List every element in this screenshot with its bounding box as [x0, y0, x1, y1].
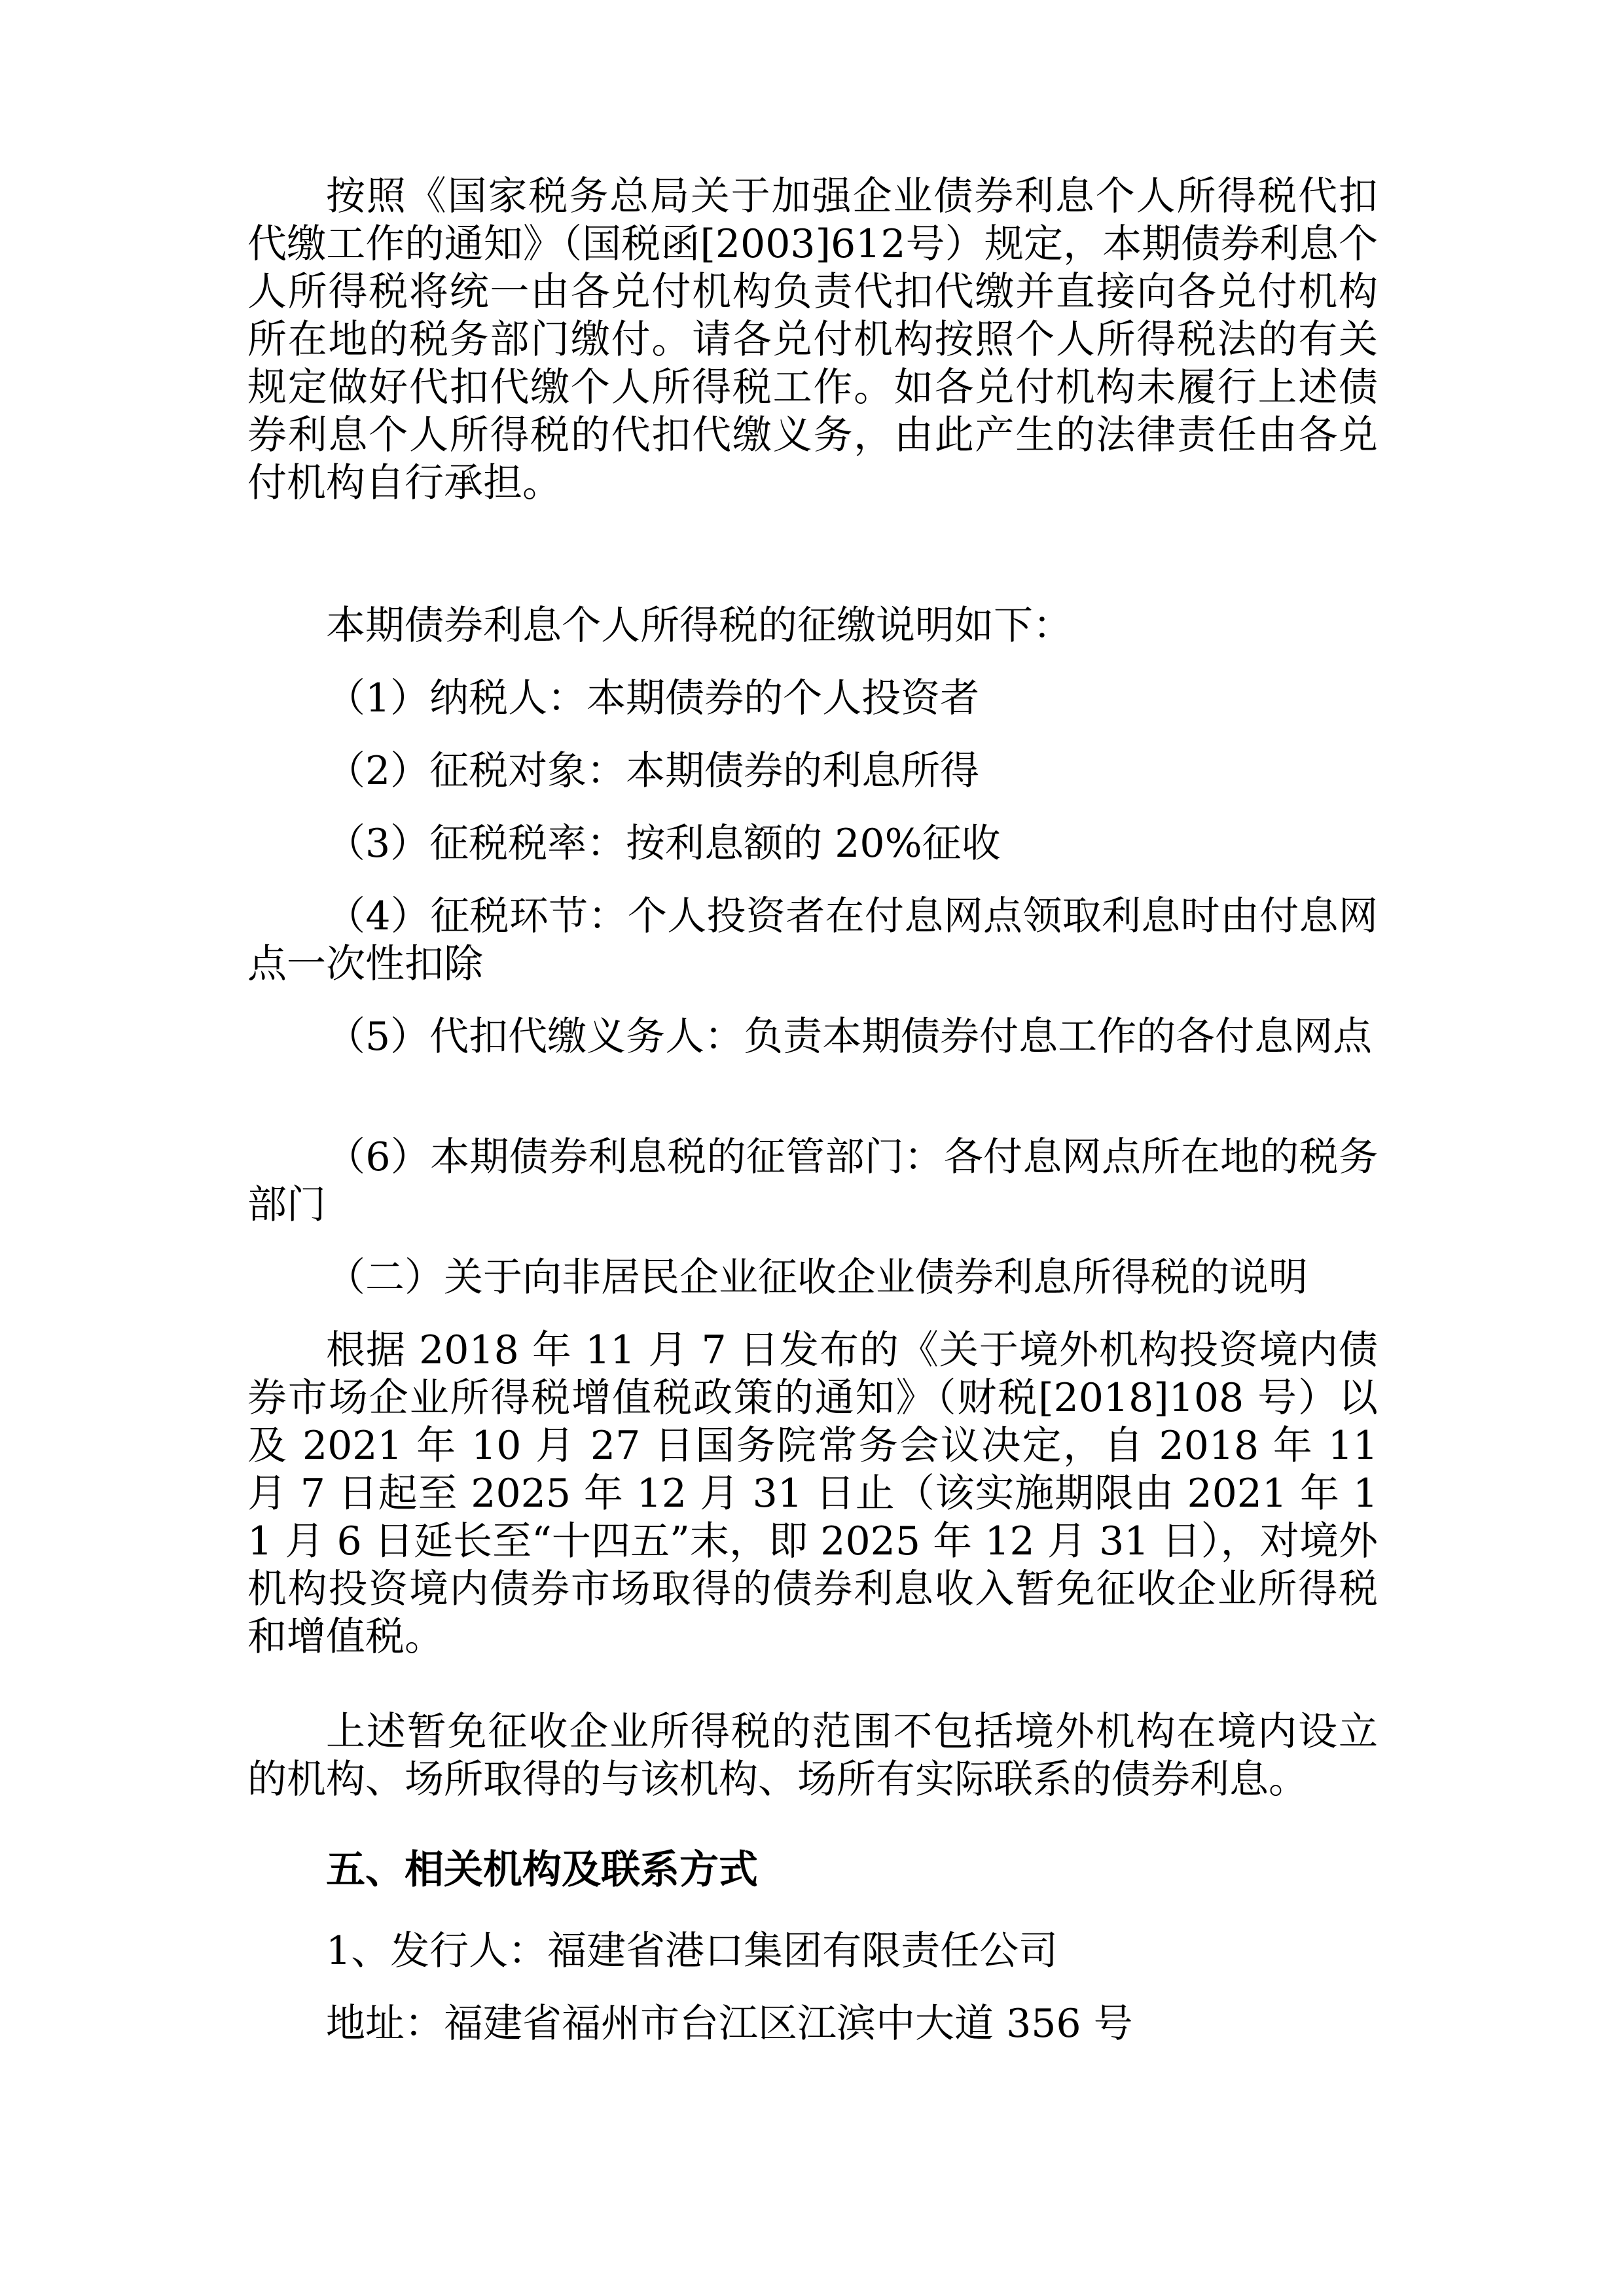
issuer-name-line: 1、发行人：福建省港口集团有限责任公司 [326, 1928, 1058, 1974]
tax-item-administering-authority: （6）本期债券利息税的征管部门：各付息网点所在地的税务部门 [247, 1134, 1378, 1228]
subsection-heading-nonresident: （二）关于向非居民企业征收企业债券利息所得税的说明 [326, 1255, 1308, 1300]
paragraph-withholding-notice: 按照《国家税务总局关于加强企业债券利息个人所得税代扣代缴工作的通知》（国税函[2003]612号）规定，本期债券利息个人所得税将统一由各兑付机构负责代扣代缴并直接向各兑付机构所在地的税务部门缴付。请各兑付机构按照个人所得税法的有关规定做好代扣代缴个人所得税工作。如各兑付机构未履行上述债券利息个人所得税的代扣代缴义务，由此产生的法律责任由各兑付机构自行承担。 [247, 173, 1378, 506]
tax-item-taxable-object: （2）征税对象：本期债券的利息所得 [326, 748, 980, 794]
paragraph-lead-in: 本期债券利息个人所得税的征缴说明如下： [326, 603, 1072, 649]
paragraph-nonresident-policy: 根据 2018 年 11 月 7 日发布的《关于境外机构投资境内债券市场企业所得税增值税政策的通知》（财税[2018]108 号）以及 2021 年 10 月 27 日国务院常务会议决定，自 2018 年 11 月 7 日起至 2025 年 12 月 31 日止（该实施期限由 2021 年 11 月 6 日延长至“十四五”末，即 2025 年 12 月 31 日），对境外机构投资境内债券市场取得的债券利息收入暂免征收企业所得税和增值税。 [247, 1327, 1378, 1660]
issuer-address-line: 地址：福建省福州市台江区江滨中大道 356 号 [326, 2001, 1133, 2047]
tax-item-taxpayer: （1）纳税人：本期债券的个人投资者 [326, 675, 980, 721]
tax-item-collection-stage: （4）征税环节：个人投资者在付息网点领取利息时由付息网点一次性扣除 [247, 893, 1378, 987]
tax-item-tax-rate: （3）征税税率：按利息额的 20%征收 [326, 821, 1001, 867]
paragraph-exemption-scope: 上述暂免征收企业所得税的范围不包括境外机构在境内设立的机构、场所取得的与该机构、场所有实际联系的债券利息。 [247, 1709, 1378, 1803]
section-five-heading: 五、相关机构及联系方式 [326, 1847, 758, 1893]
tax-item-withholding-agent: （5）代扣代缴义务人：负责本期债券付息工作的各付息网点 [326, 1014, 1373, 1060]
